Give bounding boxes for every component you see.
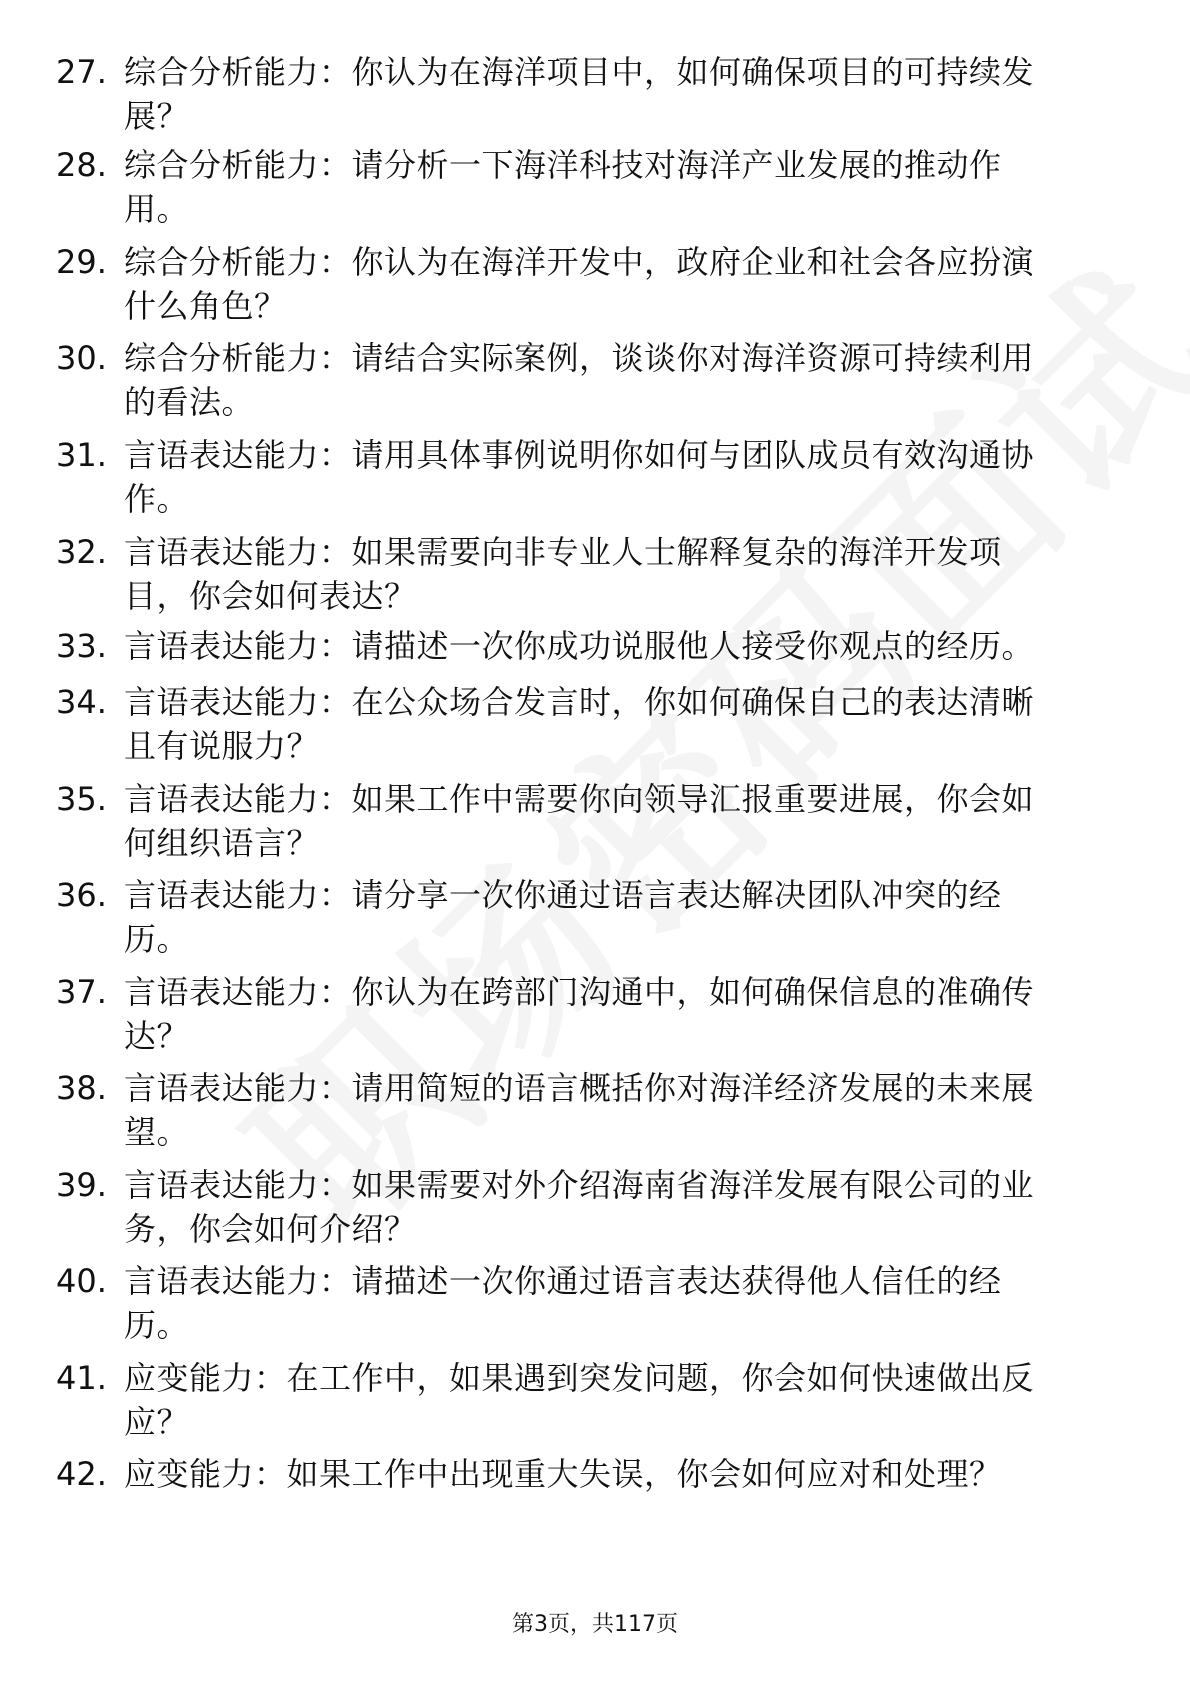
question-number: 28.: [56, 146, 107, 184]
question-line: 言语表达能力：请分享一次你通过语言表达解决团队冲突的经: [124, 876, 1002, 914]
question-number: 42.: [56, 1455, 107, 1493]
question-number: 37.: [56, 973, 107, 1011]
question-line: 的看法。: [124, 383, 255, 421]
question-text: [124, 1259, 1174, 1347]
question-line: 且有说服力？: [124, 727, 320, 765]
question-line: 言语表达能力：你认为在跨部门沟通中，如何确保信息的准确传: [124, 973, 1035, 1011]
question-line: 作。: [124, 480, 190, 518]
question-text: [124, 143, 1174, 231]
question-line: 言语表达能力：请描述一次你成功说服他人接受你观点的经历。: [124, 627, 1035, 665]
question-line: 目，你会如何表达？: [124, 577, 417, 615]
question-line: 什么角色？: [124, 287, 287, 325]
question-line: 言语表达能力：请描述一次你通过语言表达获得他人信任的经: [124, 1262, 1002, 1300]
question-line: 望。: [124, 1113, 190, 1151]
question-line: 历。: [124, 1306, 190, 1344]
question-number: 34.: [56, 683, 107, 721]
question-number: 29.: [56, 243, 107, 281]
question-number: 27.: [56, 53, 107, 91]
question-line: 言语表达能力：在公众场合发言时，你如何确保自己的表达清晰: [124, 683, 1035, 721]
question-line: 综合分析能力：你认为在海洋项目中，如何确保项目的可持续发: [124, 53, 1035, 91]
question-line: 何组织语言？: [124, 824, 320, 862]
question-number: 36.: [56, 876, 107, 914]
question-number: 33.: [56, 627, 107, 665]
question-number: 30.: [56, 339, 107, 377]
question-number: 40.: [56, 1262, 107, 1300]
question-number: 32.: [56, 533, 107, 571]
question-text: [124, 433, 1174, 521]
question-line: 综合分析能力：你认为在海洋开发中，政府企业和社会各应扮演: [124, 243, 1035, 281]
question-line: 言语表达能力：如果需要向非专业人士解释复杂的海洋开发项: [124, 533, 1002, 571]
question-line: 言语表达能力：如果需要对外介绍海南省海洋发展有限公司的业: [124, 1166, 1035, 1204]
question-text: [124, 680, 1174, 768]
question-line: 历。: [124, 920, 190, 958]
question-line: 展？: [124, 97, 190, 135]
question-number: 38.: [56, 1069, 107, 1107]
page-footer: 第3页，共117页: [512, 1612, 678, 1637]
question-line: 应变能力：如果工作中出现重大失误，你会如何应对和处理？: [124, 1455, 1002, 1493]
question-number: 31.: [56, 436, 107, 474]
question-text: [124, 1163, 1174, 1251]
question-text: [124, 50, 1174, 138]
question-number: 35.: [56, 780, 107, 818]
question-text: [124, 624, 1174, 668]
question-line: 应变能力：在工作中，如果遇到突发问题，你会如何快速做出反: [124, 1359, 1035, 1397]
question-text: [124, 530, 1174, 618]
question-text: [124, 1356, 1174, 1444]
question-text: [124, 1066, 1174, 1154]
question-text: [124, 970, 1174, 1058]
question-text: [124, 777, 1174, 865]
question-text: [124, 240, 1174, 328]
question-line: 综合分析能力：请分析一下海洋科技对海洋产业发展的推动作: [124, 146, 1002, 184]
question-text: [124, 336, 1174, 424]
question-line: 应？: [124, 1403, 190, 1441]
question-line: 言语表达能力：请用具体事例说明你如何与团队成员有效沟通协: [124, 436, 1035, 474]
question-text: [124, 873, 1174, 961]
question-number: 41.: [56, 1359, 107, 1397]
question-line: 综合分析能力：请结合实际案例，谈谈你对海洋资源可持续利用: [124, 339, 1035, 377]
question-line: 务，你会如何介绍？: [124, 1210, 417, 1248]
question-line: 言语表达能力：请用简短的语言概括你对海洋经济发展的未来展: [124, 1069, 1035, 1107]
question-line: 达？: [124, 1017, 190, 1055]
question-line: 言语表达能力：如果工作中需要你向领导汇报重要进展，你会如: [124, 780, 1035, 818]
question-line: 用。: [124, 190, 190, 228]
question-text: [124, 1452, 1174, 1496]
question-number: 39.: [56, 1166, 107, 1204]
